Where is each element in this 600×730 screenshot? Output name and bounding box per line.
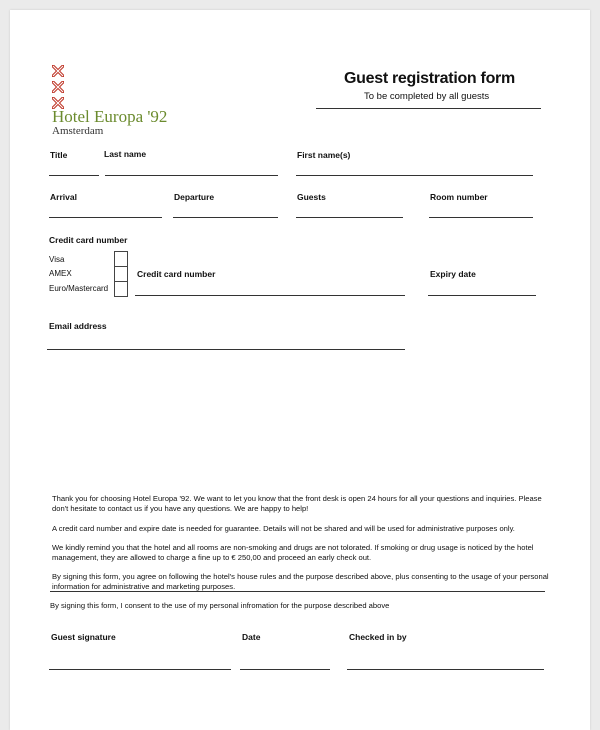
room-number-field[interactable] — [429, 217, 533, 218]
hotel-city: Amsterdam — [52, 125, 104, 137]
expiry-date-field[interactable] — [428, 295, 536, 296]
card-option-euro: Euro/Mastercard — [49, 284, 109, 293]
email-label: Email address — [49, 321, 107, 331]
arrival-field[interactable] — [49, 217, 162, 218]
arrival-label: Arrival — [50, 192, 77, 202]
last-name-label: Last name — [104, 149, 147, 159]
guests-label: Guests — [297, 192, 326, 202]
paragraph-divider — [50, 591, 545, 592]
date-field[interactable] — [240, 669, 330, 670]
paragraph-house-rules: By signing this form, you agree on following the hotel's house rules and the purpose described above, plus consenting to the usage of your personal information for administrative and marketing purposes. — [52, 572, 549, 591]
guest-signature-field[interactable] — [49, 669, 231, 670]
expiry-date-label: Expiry date — [430, 269, 476, 279]
email-field[interactable] — [47, 349, 405, 350]
guests-field[interactable] — [296, 217, 403, 218]
checked-in-by-label: Checked in by — [349, 632, 407, 642]
checked-in-by-field[interactable] — [347, 669, 544, 670]
credit-card-section-label: Credit card number — [49, 235, 128, 245]
credit-card-number-label: Credit card number — [137, 269, 216, 279]
last-name-field[interactable] — [105, 175, 278, 176]
card-option-visa: Visa — [49, 255, 65, 264]
form-title: Guest registration form — [344, 70, 515, 87]
date-label: Date — [242, 632, 261, 642]
title-label: Title — [50, 150, 68, 160]
cross-icon — [52, 81, 64, 93]
hotel-name: Hotel Europa '92 — [52, 107, 168, 126]
amex-checkbox[interactable] — [114, 266, 128, 282]
first-name-field[interactable] — [296, 175, 533, 176]
euro-checkbox[interactable] — [114, 281, 128, 297]
title-field[interactable] — [49, 175, 99, 176]
paragraph-consent: By signing this form, I consent to the use of my personal infromation for the purpose described above — [50, 601, 390, 610]
room-number-label: Room number — [430, 192, 488, 202]
card-option-amex: AMEX — [49, 269, 72, 278]
paragraph-credit-card: A credit card number and expire date is needed for guarantee. Details will not be shared and will be used for administrative purposes only. — [52, 524, 515, 533]
paragraph-nonsmoking: We kindly remind you that the hotel and all rooms are non-smoking and drugs are not tolorated. If smoking or drug usage is noticed by the hotel management, they are allowed to charge a fine up to € 250,00 and proceed an early check out. — [52, 543, 534, 562]
form-page — [10, 10, 590, 730]
paragraph-thanks: Thank you for choosing Hotel Europa '92. We want to let you know that the front desk is open 24 hours for all your questions and inquiries. Please don't hesitate to contact us if you have any questions. We are happy to help! — [52, 494, 542, 513]
departure-field[interactable] — [173, 217, 278, 218]
departure-label: Departure — [174, 192, 215, 202]
form-subtitle: To be completed by all guests — [364, 91, 490, 102]
visa-checkbox[interactable] — [114, 251, 128, 267]
guest-signature-label: Guest signature — [51, 632, 116, 642]
credit-card-number-field[interactable] — [135, 295, 405, 296]
first-name-label: First name(s) — [297, 150, 351, 160]
title-underline — [316, 108, 541, 109]
cross-icon — [52, 65, 64, 77]
